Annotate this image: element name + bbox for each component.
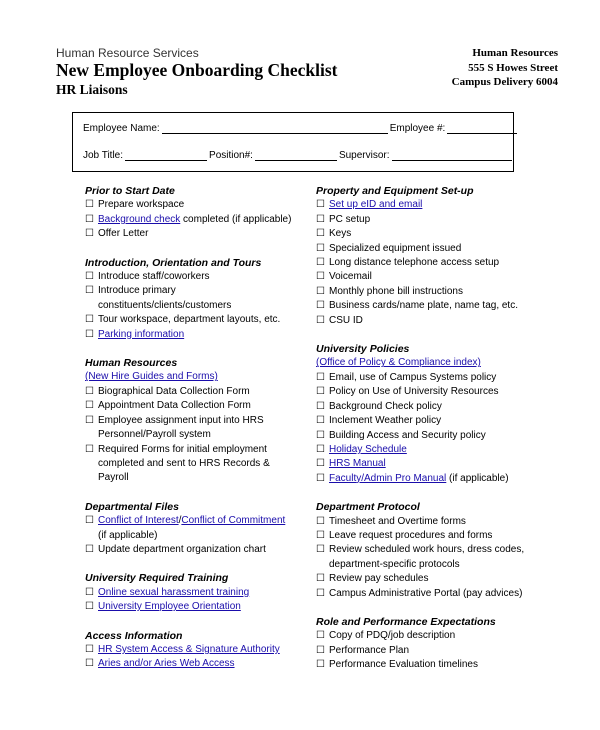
left-column — [85, 184, 295, 672]
checkbox-icon[interactable]: ☐ — [316, 587, 325, 599]
checkbox-icon[interactable]: ☐ — [316, 199, 325, 211]
checklist-item: ☐ Appointment Data Collection Form — [85, 399, 295, 413]
section-heading: Departmental Files — [85, 500, 179, 513]
checklist-item: ☐ Campus Administrative Portal (pay advices) — [316, 587, 556, 601]
address-line: Human Resources — [472, 47, 558, 59]
checklist-item: ☐ Specialized equipment issued — [316, 242, 556, 256]
checkbox-icon[interactable]: ☐ — [316, 659, 325, 671]
hr-system-access-link[interactable]: HR System Access & Signature Authority — [98, 643, 280, 655]
checklist-item — [85, 600, 295, 614]
checkbox-icon[interactable]: ☐ — [316, 371, 325, 383]
checklist-item: ☐ Building Access and Security policy — [316, 429, 556, 443]
page-title: New Employee Onboarding Checklist — [56, 60, 338, 80]
checkbox-icon[interactable]: ☐ — [316, 515, 325, 527]
checklist-item-continued: department-specific protocols — [329, 558, 460, 570]
checkbox-icon[interactable]: ☐ — [316, 429, 325, 441]
parking-info-link[interactable]: Parking information — [98, 328, 185, 340]
hrs-manual-link[interactable]: HRS Manual — [329, 458, 386, 470]
checklist-item: ☐ Email, use of Campus Systems policy — [316, 371, 556, 385]
section-heading: Human Resources — [85, 357, 178, 370]
checkbox-icon[interactable]: ☐ — [85, 443, 94, 455]
section-heading: Access Information — [85, 629, 183, 642]
checklist-item: ☐ Conflict of Interest/Conflict of Commitment — [85, 514, 295, 528]
checkbox-icon[interactable]: ☐ — [85, 213, 94, 225]
checkbox-icon[interactable]: ☐ — [316, 228, 325, 240]
new-hire-guides-link[interactable]: (New Hire Guides and Forms) — [85, 371, 218, 383]
address-line: 555 S Howes Street — [468, 61, 558, 74]
checklist-item: ☐ Leave request procedures and forms — [316, 529, 556, 543]
section-heading: University Required Training — [85, 572, 229, 585]
checklist-item: ☐ CSU ID — [316, 314, 556, 328]
employee-orientation-link[interactable]: University Employee Orientation — [98, 601, 241, 613]
checklist-item-continued: Personnel/Payroll system — [98, 429, 211, 441]
checkbox-icon[interactable]: ☐ — [316, 644, 325, 656]
background-check-link[interactable]: Background check — [98, 213, 181, 225]
checkbox-icon[interactable]: ☐ — [85, 314, 94, 326]
section-heading: University Policies — [316, 343, 410, 356]
checkbox-icon[interactable]: ☐ — [316, 300, 325, 312]
checkbox-icon[interactable]: ☐ — [316, 472, 325, 484]
section-heading: Department Protocol — [316, 501, 420, 514]
checklist-item: ☐ Business cards/name plate, name tag, etc. — [316, 299, 556, 313]
address-line: Campus Delivery 6004 — [451, 76, 558, 88]
checkbox-icon[interactable]: ☐ — [316, 630, 325, 642]
checkbox-icon[interactable]: ☐ — [316, 213, 325, 225]
checkbox-icon[interactable]: ☐ — [316, 257, 325, 269]
checkbox-icon[interactable]: ☐ — [316, 415, 325, 427]
policy-index-link[interactable]: (Office of Policy & Compliance index) — [316, 357, 481, 369]
employee-number-label: Employee #: — [389, 123, 446, 134]
checklist-item: ☐ Timesheet and Overtime forms — [316, 515, 556, 529]
checkbox-icon[interactable]: ☐ — [316, 443, 325, 455]
checkbox-icon[interactable]: ☐ — [85, 643, 94, 655]
checkbox-icon[interactable]: ☐ — [85, 385, 94, 397]
right-column — [316, 184, 556, 673]
section-heading: Property and Equipment Set-up — [316, 185, 474, 197]
checklist-item: ☐ Review pay schedules — [316, 572, 556, 586]
checklist-item: ☐ Background Check policy — [316, 400, 556, 414]
checkbox-icon[interactable]: ☐ — [85, 414, 94, 426]
checklist-item: ☐ Keys — [316, 227, 556, 241]
checkbox-icon[interactable]: ☐ — [85, 586, 94, 598]
section-heading: Prior to Start Date — [85, 185, 175, 197]
checklist-item: ☐ Performance Evaluation timelines — [316, 658, 556, 672]
checkbox-icon[interactable]: ☐ — [316, 386, 325, 398]
checklist-item — [316, 443, 556, 457]
checklist-item — [316, 198, 556, 212]
checklist-item — [85, 586, 295, 600]
checklist-item — [85, 328, 295, 342]
checkbox-icon[interactable]: ☐ — [85, 515, 94, 527]
checkbox-icon[interactable]: ☐ — [316, 544, 325, 556]
checklist-item: ☐ Employee assignment input into HRS — [85, 414, 295, 428]
checklist-item: ☐ Long distance telephone access setup — [316, 256, 556, 270]
form-row-2 — [83, 150, 514, 161]
supervisor-field[interactable] — [392, 150, 512, 161]
position-number-label: Position#: — [209, 150, 253, 161]
position-number-field[interactable] — [255, 150, 337, 161]
checklist-item: ☐ Inclement Weather policy — [316, 414, 556, 428]
supervisor-label: Supervisor: — [338, 150, 390, 161]
employee-name-label: Employee Name: — [83, 123, 160, 134]
checkbox-icon[interactable]: ☐ — [85, 601, 94, 613]
holiday-schedule-link[interactable]: Holiday Schedule — [329, 443, 407, 455]
conflict-of-interest-link[interactable]: Conflict of Interest — [98, 515, 179, 527]
eid-email-link[interactable]: Set up eID and email — [329, 199, 423, 211]
page-subtitle: HR Liaisons — [56, 82, 128, 97]
checklist-item-continued: (if applicable) — [98, 529, 158, 541]
job-title-label: Job Title: — [83, 150, 124, 161]
checkbox-icon[interactable]: ☐ — [85, 285, 94, 297]
employee-number-field[interactable] — [447, 123, 517, 134]
checklist-item: ☐ Required Forms for initial employment — [85, 443, 295, 457]
checkbox-icon[interactable]: ☐ — [316, 242, 325, 254]
checkbox-icon[interactable]: ☐ — [85, 328, 94, 340]
checklist-item-continued: completed and sent to HRS Records & — [98, 457, 270, 469]
checkbox-icon[interactable]: ☐ — [85, 228, 94, 240]
checklist-item: ☐ Faculty/Admin Pro Manual (if applicable) — [316, 472, 556, 486]
checklist-item: ☐ Introduce staff/coworkers — [85, 270, 295, 284]
checklist-item: ☐ Copy of PDQ/job description — [316, 629, 556, 643]
job-title-field[interactable] — [125, 150, 207, 161]
checklist-item: ☐ Performance Plan — [316, 644, 556, 658]
harassment-training-link[interactable]: Online sexual harassment training — [98, 586, 250, 598]
section-heading: Introduction, Orientation and Tours — [85, 256, 262, 269]
checklist-item: ☐ Monthly phone bill instructions — [316, 285, 556, 299]
checklist-item: ☐ Voicemail — [316, 270, 556, 284]
section-heading: Role and Performance Expectations — [316, 615, 496, 628]
faculty-admin-manual-link[interactable]: Faculty/Admin Pro Manual — [329, 472, 447, 484]
checklist-item: ☐ Policy on Use of University Resources — [316, 385, 556, 399]
checklist-item-continued: constituents/clients/customers — [98, 299, 232, 311]
checklist-item — [85, 657, 295, 671]
checklist-item: ☐ Background check completed (if applicable) — [85, 213, 295, 227]
checklist-item: ☐ Prepare workspace — [85, 198, 295, 212]
org-name: Human Resource Services — [56, 46, 199, 60]
checklist-item: ☐ Offer Letter — [85, 227, 295, 241]
checkbox-icon[interactable]: ☐ — [85, 199, 94, 211]
aries-web-access-link[interactable]: Aries and/or Aries Web Access — [98, 658, 235, 670]
checklist-item: ☐ Review scheduled work hours, dress codes, — [316, 543, 556, 557]
checklist-item: ☐ Update department organization chart — [85, 543, 295, 557]
employee-info-form — [72, 112, 514, 172]
checkbox-icon[interactable]: ☐ — [316, 271, 325, 283]
checklist-item: ☐ Introduce primary — [85, 284, 295, 298]
checkbox-icon[interactable]: ☐ — [316, 458, 325, 470]
checkbox-icon[interactable]: ☐ — [85, 271, 94, 283]
employee-name-field[interactable] — [162, 123, 388, 134]
conflict-of-commitment-link[interactable]: Conflict of Commitment — [181, 515, 286, 527]
checkbox-icon[interactable]: ☐ — [85, 543, 94, 555]
checkbox-icon[interactable]: ☐ — [85, 400, 94, 412]
checkbox-icon[interactable]: ☐ — [316, 314, 325, 326]
checkbox-icon[interactable]: ☐ — [85, 658, 94, 670]
checklist-item: ☐ PC setup — [316, 213, 556, 227]
form-row-1 — [83, 123, 519, 134]
checklist-item — [316, 457, 556, 471]
checklist-item-continued: Payroll — [98, 472, 129, 484]
checklist-item: ☐ Tour workspace, department layouts, etc. — [85, 313, 295, 327]
checkbox-icon[interactable]: ☐ — [316, 285, 325, 297]
checkbox-icon[interactable]: ☐ — [316, 573, 325, 585]
checkbox-icon[interactable]: ☐ — [316, 400, 325, 412]
address-block — [452, 46, 558, 90]
checklist-item: ☐ Biographical Data Collection Form — [85, 385, 295, 399]
checkbox-icon[interactable]: ☐ — [316, 529, 325, 541]
checklist-item — [85, 643, 295, 657]
